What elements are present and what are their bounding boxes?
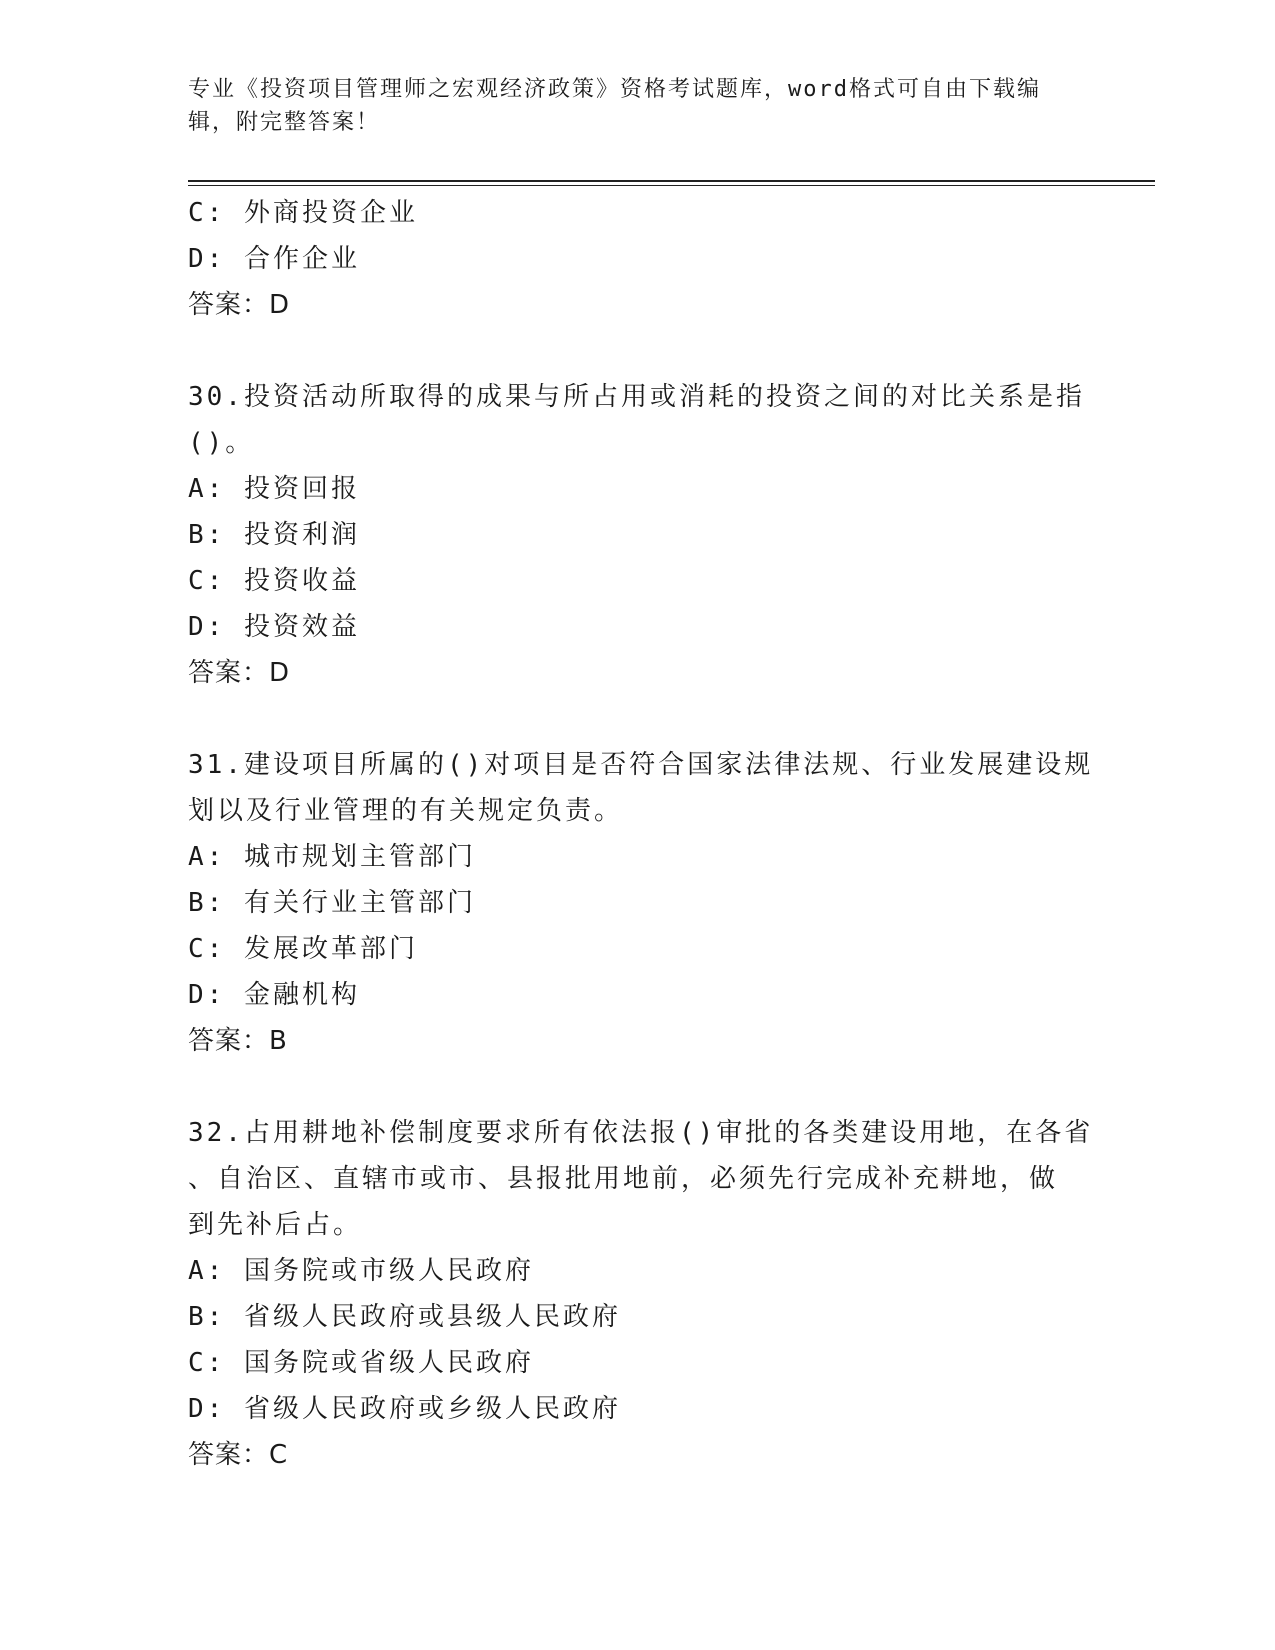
question-31 <box>188 742 1094 1064</box>
option-d: D: 合作企业 <box>188 244 360 274</box>
question-content <box>188 190 1094 1478</box>
option-c: C: 国务院或省级人民政府 <box>188 1348 534 1378</box>
answer-line: 答案：D <box>188 658 291 688</box>
question-stem-line: 30.投资活动所取得的成果与所占用或消耗的投资之间的对比关系是指 <box>188 382 1085 412</box>
question-stem-line: ()。 <box>188 428 255 458</box>
answer-line: 答案：B <box>188 1026 288 1056</box>
option-c: C: 外商投资企业 <box>188 198 418 228</box>
option-d: D: 投资效益 <box>188 612 360 642</box>
question-30 <box>188 374 1088 696</box>
header-divider-thin <box>188 185 1155 186</box>
option-a: A: 国务院或市级人民政府 <box>188 1256 534 1286</box>
question-stem-line: 划以及行业管理的有关规定负责。 <box>188 796 624 826</box>
option-a: A: 城市规划主管部门 <box>188 842 476 872</box>
question-32 <box>188 1110 1094 1478</box>
answer-line: 答案：D <box>188 290 291 320</box>
spacer <box>188 1064 1088 1110</box>
question-stem-line: 、自治区、直辖市或市、县报批用地前，必须先行完成补充耕地，做 <box>188 1164 1059 1194</box>
question-stem-line: 31.建设项目所属的()对项目是否符合国家法律法规、行业发展建设规 <box>188 750 1094 780</box>
option-c: C: 发展改革部门 <box>188 934 418 964</box>
option-a: A: 投资回报 <box>188 474 360 504</box>
option-d: D: 省级人民政府或乡级人民政府 <box>188 1394 621 1424</box>
answer-line: 答案：C <box>188 1440 289 1470</box>
question-stem-line: 32.占用耕地补偿制度要求所有依法报()审批的各类建设用地，在各省 <box>188 1118 1094 1148</box>
spacer <box>188 328 1088 374</box>
option-b: B: 投资利润 <box>188 520 360 550</box>
option-b: B: 有关行业主管部门 <box>188 888 476 918</box>
spacer <box>188 696 1088 742</box>
prev-question-tail <box>188 190 1088 328</box>
document-header: 专业《投资项目管理师之宏观经济政策》资格考试题库，word格式可自由下载编辑，附完整答案！ <box>188 77 1041 135</box>
question-stem-line: 到先补后占。 <box>188 1210 363 1240</box>
header-divider-thick <box>188 180 1155 182</box>
option-c: C: 投资收益 <box>188 566 360 596</box>
option-b: B: 省级人民政府或县级人民政府 <box>188 1302 621 1332</box>
option-d: D: 金融机构 <box>188 980 360 1010</box>
